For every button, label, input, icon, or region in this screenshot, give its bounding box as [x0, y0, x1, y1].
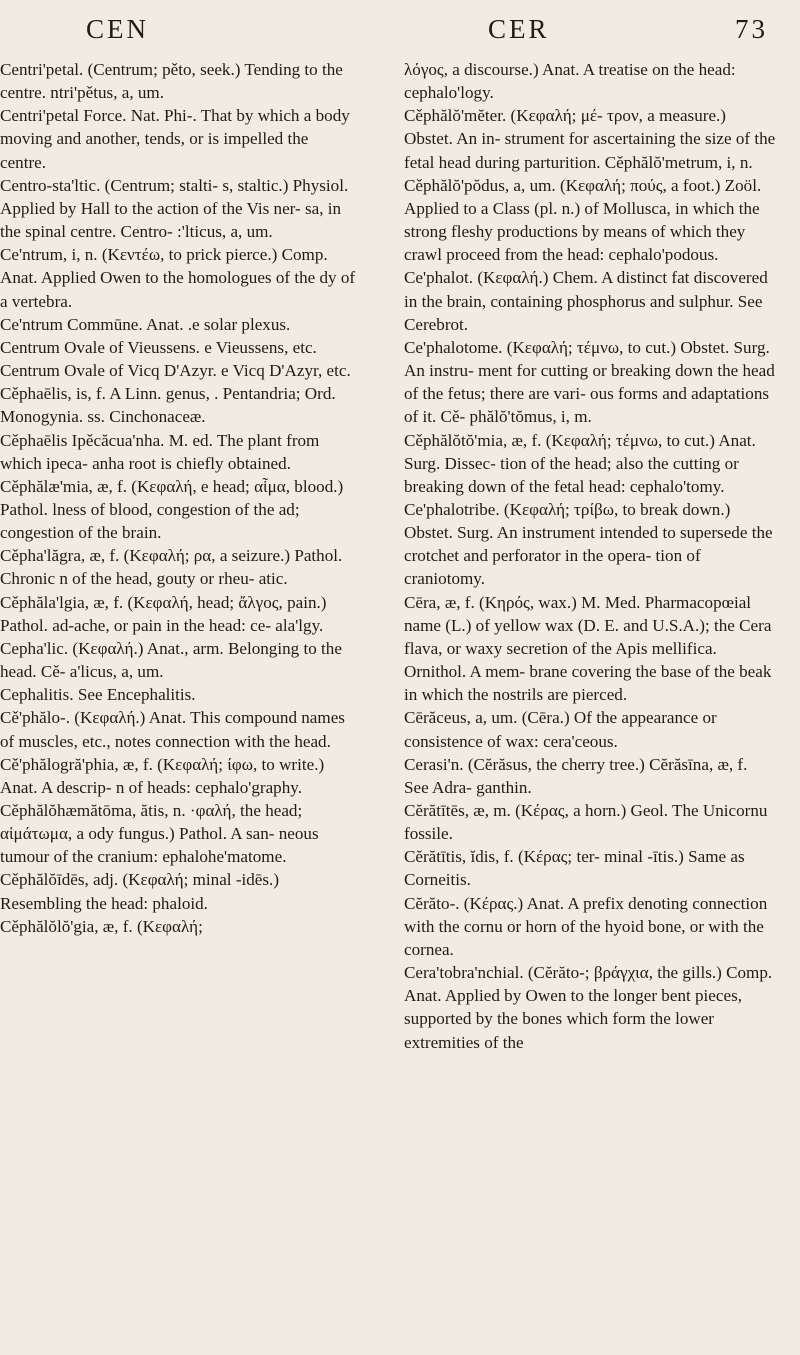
entry-cerasin: Cerasi'n. (Cĕrăsus, the cherry tree.) Cĕrăsīna, æ, f. See Adra- ganthin. [404, 754, 748, 797]
entry-cephalitis: Cephalitis. See Encephalitis. [0, 685, 196, 705]
left-column [0, 58, 358, 1348]
entry-cephalo-prefix: Cě'phălo-. (Κεφαλή.) Anat. This compound names of muscles, etc., notes connection with the head. [0, 708, 345, 751]
entry-cephalotomia: Cěphălŏtŏ'mia, æ, f. (Κεφαλή; τέμνω, to cut.) Anat. Surg. Dissec- tion of the head; also the cutting or breaking down of the fetal head: cephalo'tomy. [404, 430, 756, 496]
entry-cephalologia: Cěphălŏlŏ'gia, æ, f. (Κεφαλή; [0, 916, 203, 936]
entry-cephaloides: Cěphălŏīdēs, adj. (Κεφαλή; minal -idēs.) Resembling the head: phaloid. [0, 870, 280, 913]
entry-ceraceus: Cērăceus, a, um. (Cēra.) Of the appearance or consistence of wax: cera'ceous. [404, 708, 717, 751]
entry-ceratites: Cĕrătītēs, æ, m. (Κέρας, a horn.) Geol. The Unicornu fossile. [404, 801, 768, 844]
entry-centripetal: Centri'petal. (Centrum; pěto, seek.) Tending to the centre. ntri'pětus, a, um. [0, 60, 343, 103]
entry-centro-staltic: Centro-sta'ltic. (Centrum; stalti- s, staltic.) Physiol. Applied by Hall to the action of the Vis ner- sa, in the spinal centre. Centro- :'lticus, a, um. [0, 175, 349, 242]
right-column [404, 58, 776, 1348]
entry-cephalalgia: Cěphăla'lgia, æ, f. (Κεφαλή, head; ἄλγος, pain.) Pathol. ad-ache, or pain in the head: ce- ala'lgy. [0, 592, 327, 635]
right-guide-word: CER [488, 14, 550, 44]
entry-cephalotome: Ce'phalotome. (Κεφαλή; τέμνω, to cut.) Obstet. Surg. An instru- ment for cutting or breaking down the head of the fetus; there are vari- ous forms and adaptations of it. Cě- phălŏ'tŏmus, i, m. [404, 337, 775, 427]
entry-cera: Cēra, æ, f. (Κηρός, wax.) M. Med. Pharmacopœial name (L.) of yellow wax (D. E. and U.S.A.); the Cera flava, or waxy secretion of the Apis mellifica. Ornithol. A mem- brane covering the base of the beak in which the nostrils are pierced. [404, 592, 772, 705]
entry-centripetal-force: Centri'petal Force. Nat. Phi-. That by which a body moving and another, tends, or is impelled the centre. [0, 106, 350, 172]
entry-cephalometer: Cěphălŏ'mĕter. (Κεφαλή; μέ- τρον, a measure.) Obstet. An in- strument for ascertaining the size of the fetal head during parturition. Cěphălŏ'metrum, i, n. [404, 106, 776, 172]
entry-cephalographia: Cě'phălogră'phia, æ, f. (Κεφαλή; ίφω, to write.) Anat. A descrip- n of heads: cephalo'graphy. [0, 754, 325, 797]
entry-cephalotribe: Ce'phalotribe. (Κεφαλή; τρίβω, to break down.) Obstet. Surg. An instrument intended to supersede the crotchet and perforator in the opera- tion of craniotomy. [404, 499, 773, 589]
entry-cephalagra: Cěpha'lăgra, æ, f. (Κεφαλή; ρα, a seizure.) Pathol. Chronic n of the head, gouty or rheu- atic. [0, 546, 343, 589]
entry-cephalologia-continued: λόγος, a discourse.) Anat. A treatise on the head: cephalo'logy. [404, 60, 736, 103]
entry-centrum-ovale-vicq: Centrum Ovale of Vicq D'Azyr. e Vicq D'Azyr, etc. [0, 361, 351, 381]
entry-cephalot: Ce'phalot. (Κεφαλή.) Chem. A distinct fat discovered in the brain, containing phosphorus and sulphur. See Cerebrot. [404, 268, 768, 334]
left-guide-word: CEN [86, 14, 149, 44]
entry-cerato-prefix: Cĕrăto-. (Κέρας.) Anat. A prefix denoting connection with the cornu or horn of the hyoid bone, or with the cornea. [404, 893, 768, 959]
entry-cephalopodus: Cěphălŏ'pŏdus, a, um. (Κεφαλή; πούς, a foot.) Zoöl. Applied to a Class (pl. n.) of Mollusca, in which the strong fleshy productions by means of which they crawl proceed from the head: cephalo'podous. [404, 175, 762, 265]
entry-cephalaemia: Cěphălæ'mia, æ, f. (Κεφαλή, e head; αἷμα, blood.) Pathol. lness of blood, congestion of the ad; congestion of the brain. [0, 476, 344, 543]
entry-ceratobranchial: Cera'tobra'nchial. (Cĕrăto-; βράγχια, the gills.) Comp. Anat. Applied by Owen to the longer bent pieces, supported by the bones which form the lower extremities of the [404, 963, 773, 1052]
entry-cephaelis-ipecacuanha: Cěphaēlis Ipěcăcua'nha. M. ed. The plant from which ipeca- anha root is chiefly obtained. [0, 430, 320, 473]
running-header [0, 14, 800, 54]
entry-centrum-commune: Ce'ntrum Commūne. Anat. .e solar plexus. [0, 314, 291, 334]
entry-centrum: Ce'ntrum, i, n. (Κεντέω, to prick pierce.) Comp. Anat. Applied Owen to the homologues of the dy of a vertebra. [0, 245, 356, 311]
entry-cephalic: Cepha'lic. (Κεφαλή.) Anat., arm. Belonging to the head. Cě- a'licus, a, um. [0, 638, 342, 682]
page-number: 73 [735, 14, 768, 44]
entry-cephalohaematoma: Cěphălŏhæmătōma, ătis, n. ·φαλή, the head; αἱμάτωμα, a ody fungus.) Pathol. A san- neous tumour of the cranium: ephalohe'matome. [0, 801, 319, 867]
entry-centrum-ovale-vieussens: Centrum Ovale of Vieussens. e Vieussens, etc. [0, 337, 317, 357]
entry-cephaelis: Cěphaēlis, is, f. A Linn. genus, . Pentandria; Ord. Monogynia. ss. Cinchonaceæ. [0, 384, 336, 427]
entry-ceratitis: Cĕrătītis, ĭdis, f. (Κέρας; ter- minal -ītis.) Same as Corneitis. [404, 847, 745, 890]
